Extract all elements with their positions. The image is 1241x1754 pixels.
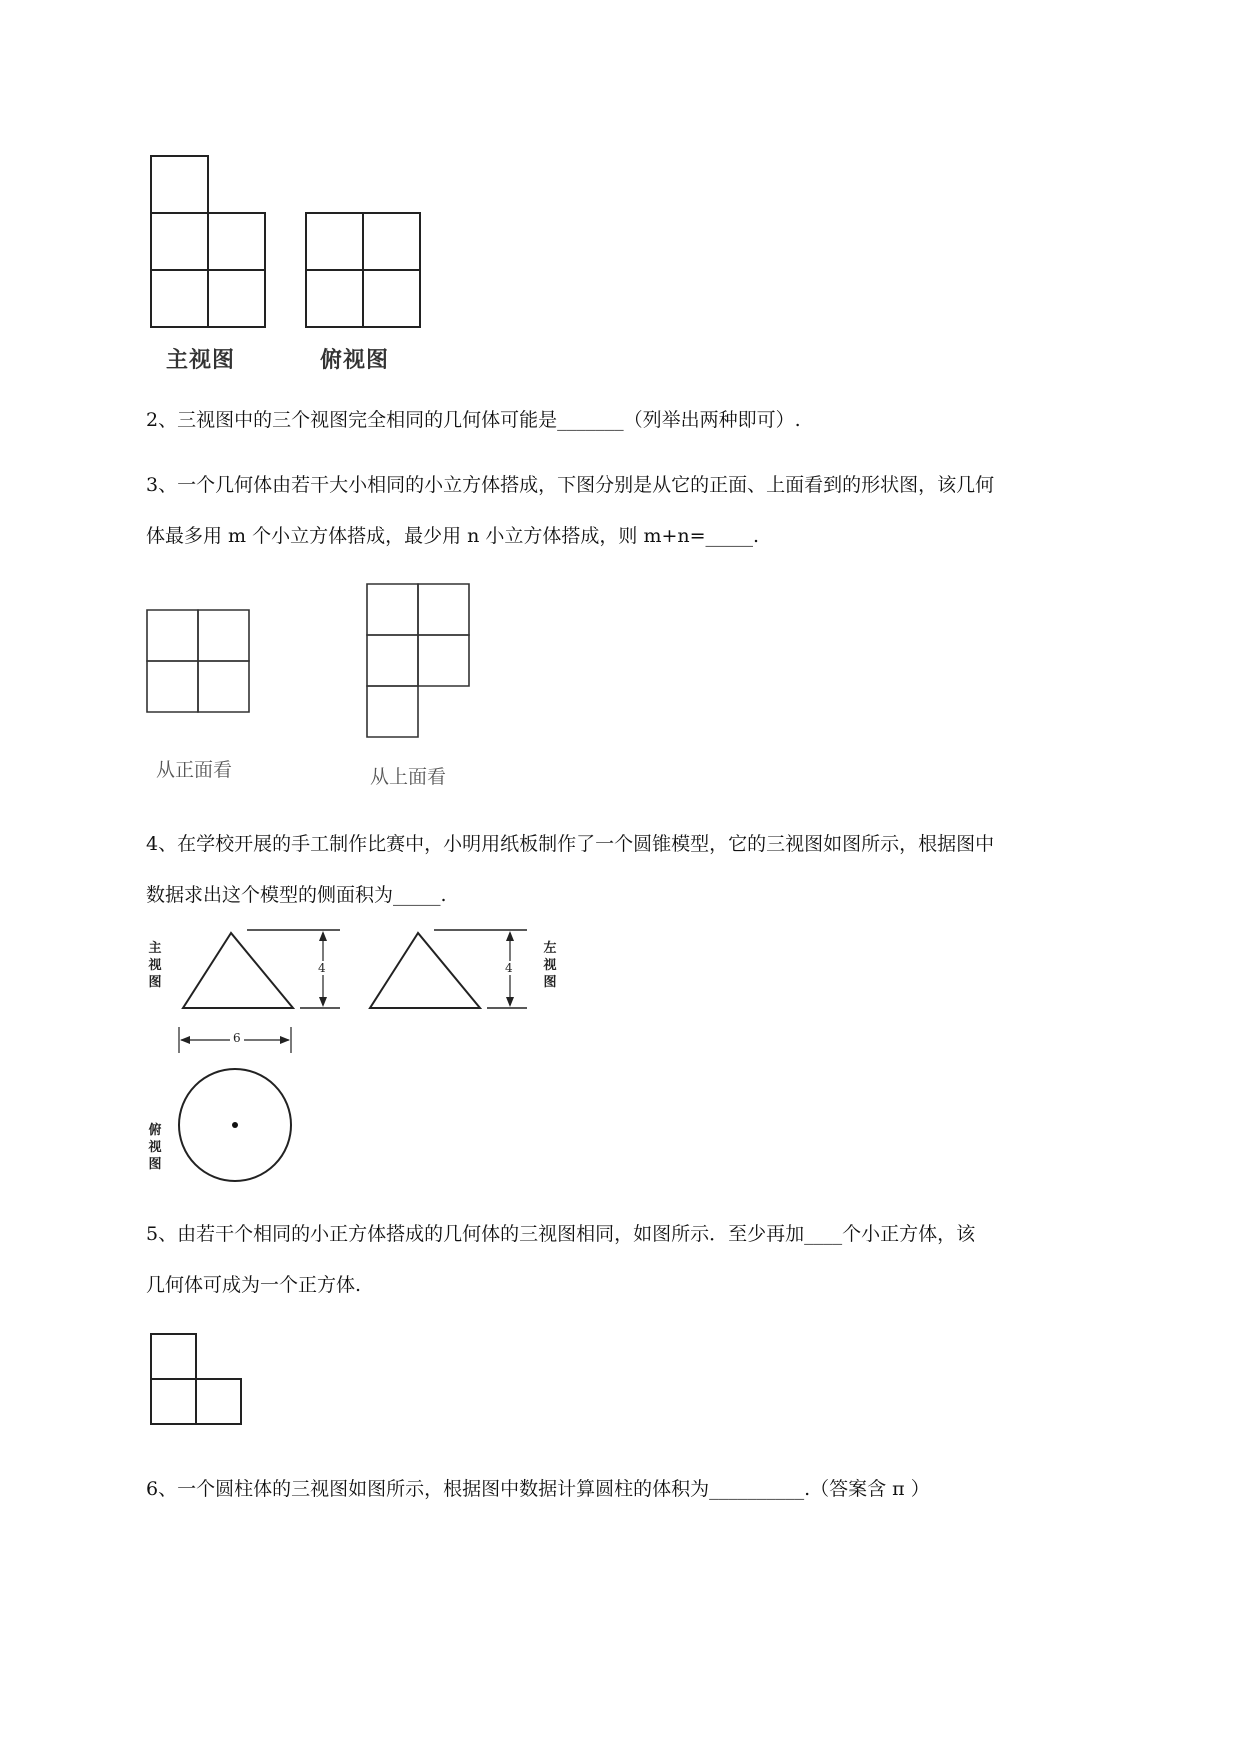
front-view-caption: 从正面看 <box>156 759 233 781</box>
top-view-caption: 从上面看 <box>370 766 447 788</box>
figure-q1-top-view <box>305 212 425 332</box>
height-dimension-label: 4 <box>505 961 513 975</box>
question-6-text: 6、一个圆柱体的三视图如图所示，根据图中数据计算圆柱的体积为__________.（答案含 π ） <box>146 1478 930 1500</box>
figure-q1-front-view <box>150 155 270 335</box>
figure-q3-front-view <box>146 609 252 715</box>
width-dimension-label: 6 <box>230 1031 244 1045</box>
front-view-label: 主视图 <box>148 941 162 990</box>
figure-q5-view <box>150 1333 246 1429</box>
question-5-line-2: 几何体可成为一个正方体. <box>146 1274 362 1296</box>
question-3-line-1: 3、一个几何体由若干大小相同的小立方体搭成，下图分别是从它的正面、上面看到的形状图，该几何 <box>146 474 995 496</box>
question-4 <box>146 824 1146 916</box>
question-2-text: 2、三视图中的三个视图完全相同的几何体可能是_______（列举出两种即可）. <box>146 409 801 431</box>
cone-left-view <box>362 925 542 1015</box>
question-3-line-2: 体最多用 m 个小立方体搭成，最少用 n 小立方体搭成，则 m+n=_____. <box>146 525 760 547</box>
question-6 <box>146 1469 1146 1510</box>
question-2 <box>146 400 1146 441</box>
top-view-label: 俯视图 <box>148 1123 162 1172</box>
question-4-line-2: 数据求出这个模型的侧面积为_____. <box>146 884 447 906</box>
top-view-caption: 俯视图 <box>320 348 390 373</box>
figure-q3-top-view <box>366 583 472 741</box>
height-dimension-label: 4 <box>318 961 326 975</box>
question-5-line-1: 5、由若干个相同的小正方体搭成的几何体的三视图相同，如图所示．至少再加____个小正方体，该 <box>146 1223 976 1245</box>
cone-top-view <box>178 1068 298 1188</box>
question-3 <box>146 465 1146 557</box>
cone-front-view <box>175 925 355 1015</box>
front-view-caption: 主视图 <box>166 348 236 373</box>
left-view-label: 左视图 <box>543 941 557 990</box>
question-5 <box>146 1214 1146 1306</box>
question-4-line-1: 4、在学校开展的手工制作比赛中，小明用纸板制作了一个圆锥模型，它的三视图如图所示，根据图中 <box>146 833 995 855</box>
